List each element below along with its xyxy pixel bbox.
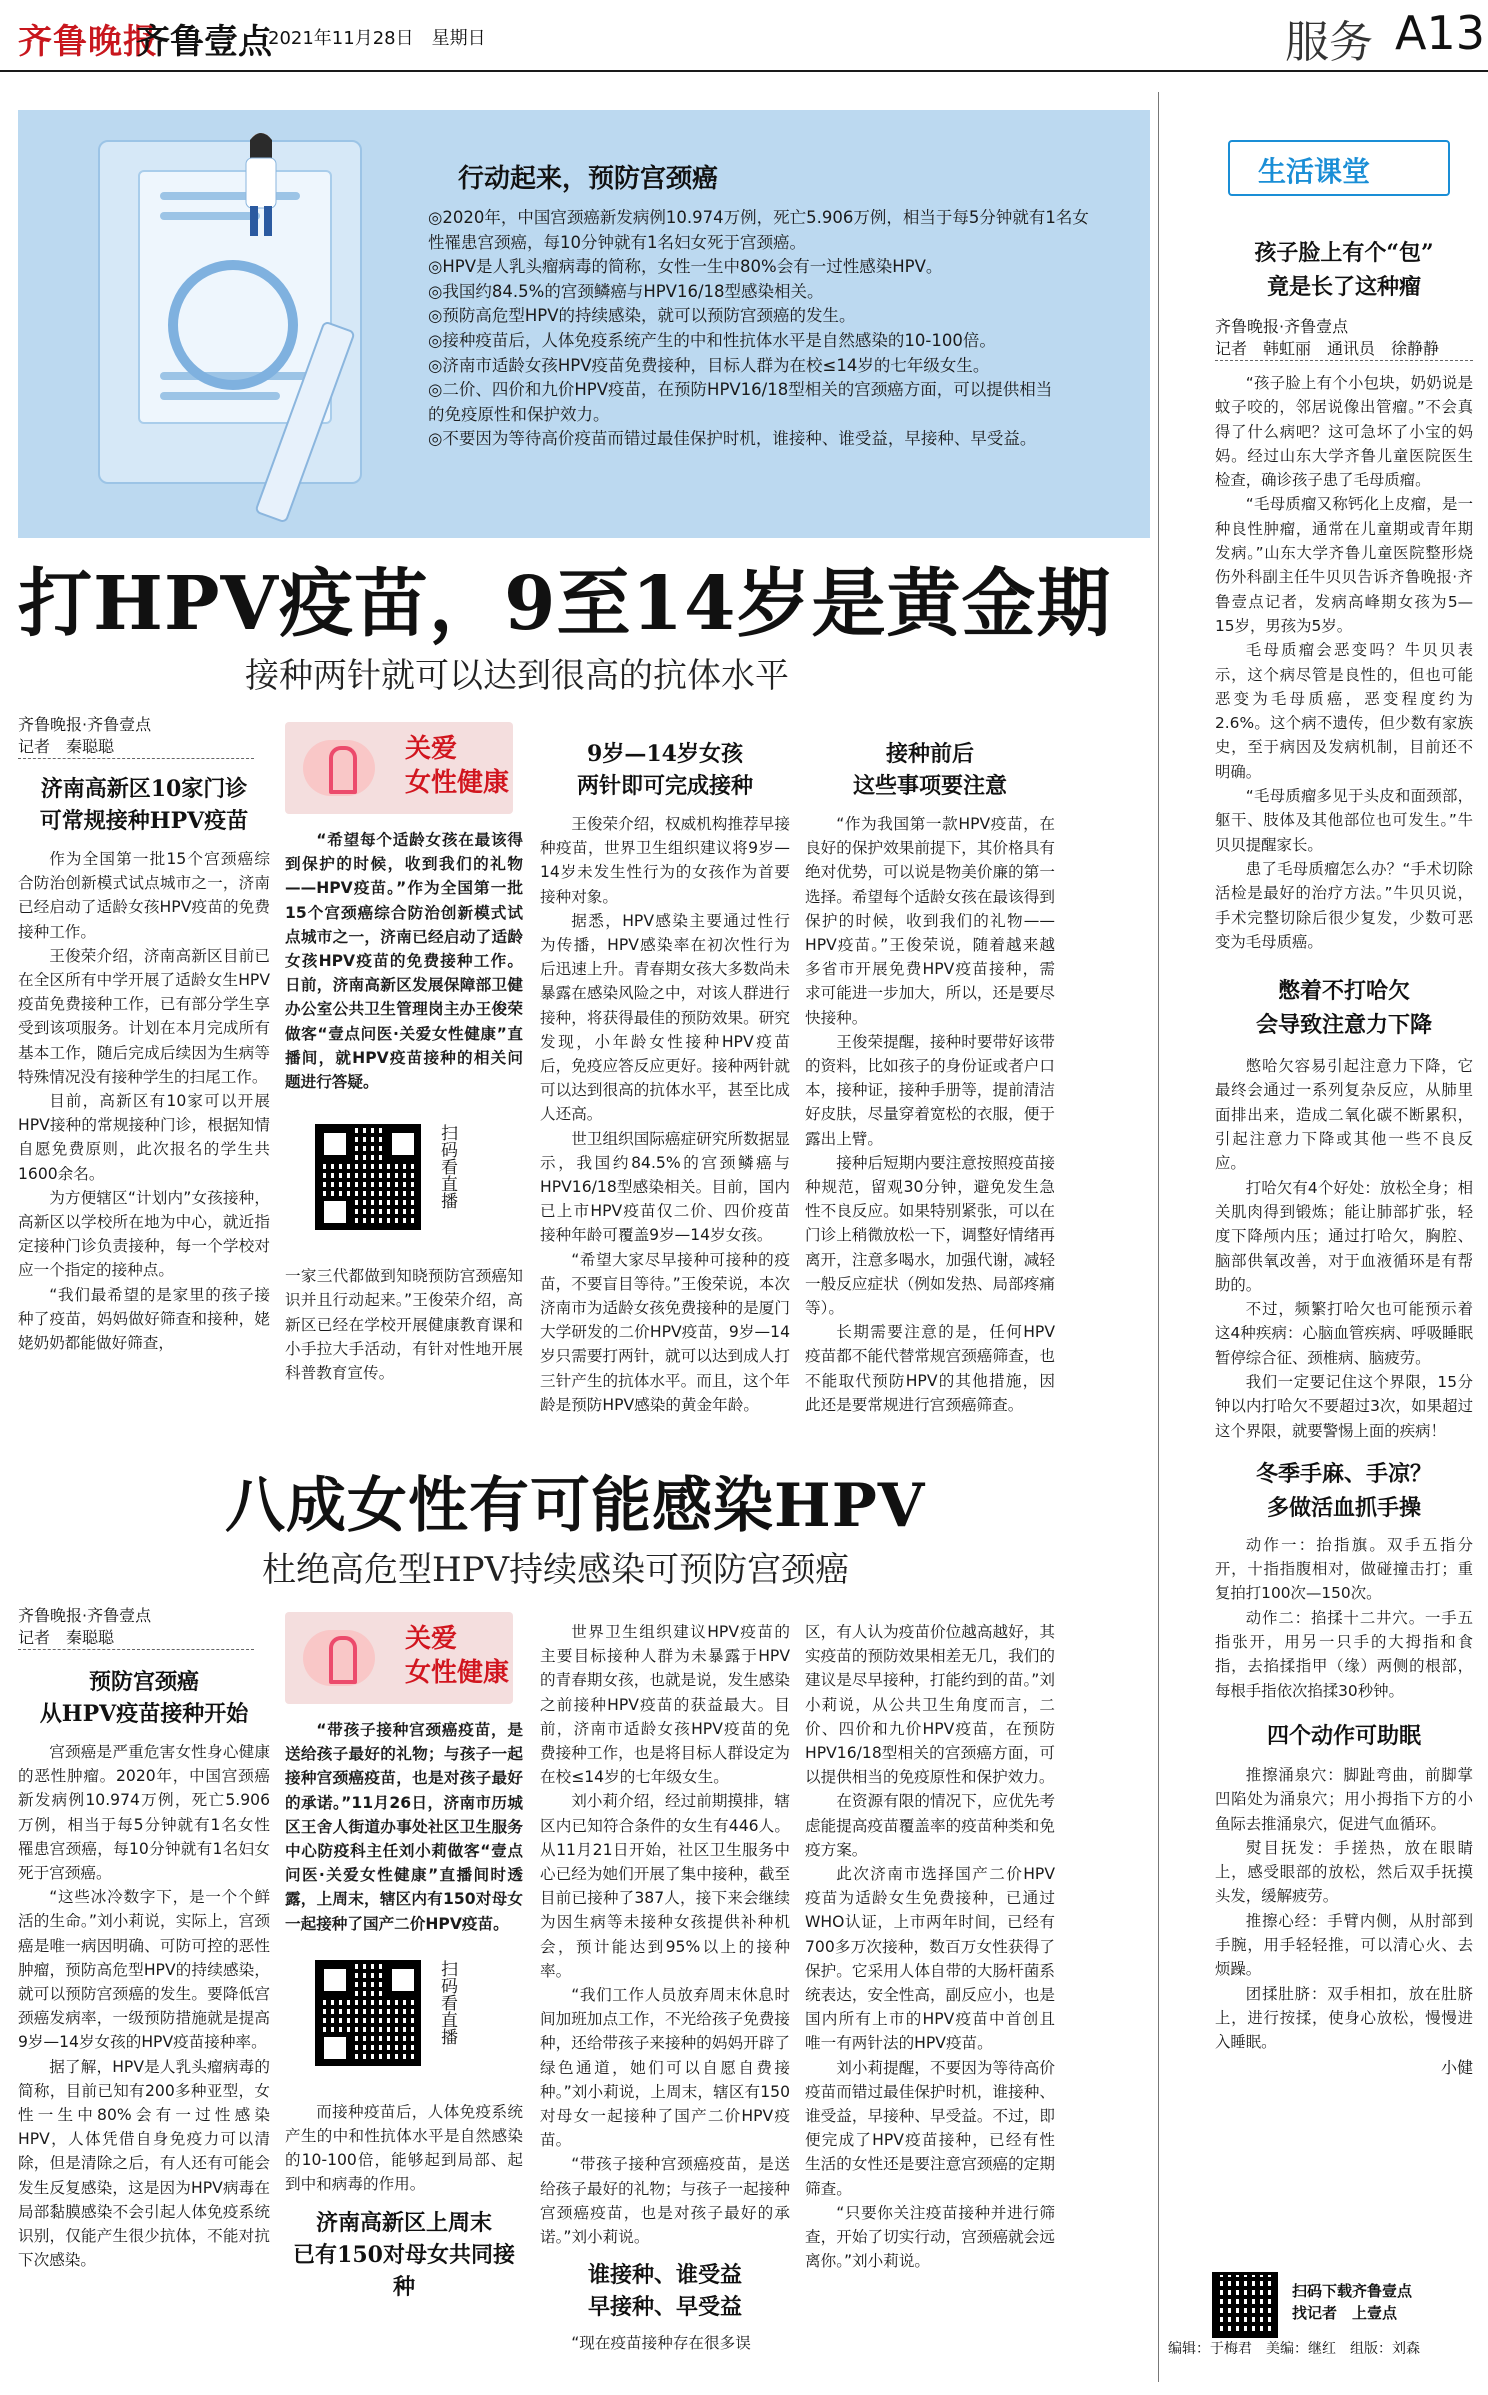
byline-reporter: 记者 秦聪聪 <box>18 736 254 759</box>
paragraph: 刘小莉介绍，经过前期摸排，辖区内已知符合条件的女生有446人。从11月21日开始，社区卫生服务中心已经为她们开展了集中接种，截至目前已接种了387人，接下来会继续为因生病等未接种女孩提供补种机会，预计能达到95%以上的接种率。 <box>540 1792 790 1980</box>
paragraph: 动作二：掐揉十二井穴。一手五指张开，用另一只手的大拇指和食指，去掐揉指甲（缘）两侧的根部，每根手指依次掐揉30秒钟。 <box>1215 1608 1473 1700</box>
pink-ribbon-icon <box>329 1636 357 1684</box>
care-women-health-logo <box>285 1612 513 1704</box>
sidebar-headline: 四个动作可助眠 <box>1266 1722 1421 1749</box>
article1-col1-subhead: 济南高新区10家门诊 可常规接种HPV疫苗 <box>39 776 249 834</box>
hero-fact: ◎济南市适龄女孩HPV疫苗免费接种，目标人群为在校≤14岁的七年级女生。 <box>428 355 990 375</box>
paragraph: 为方便辖区“计划内”女孩接种，高新区以学校所在地为中心，就近指定接种门诊负责接种，每一个学校对应一个指定的接种点。 <box>18 1188 270 1280</box>
paragraph: 据悉，HPV感染主要通过性行为传播，HPV感染率在初次性行为后迅速上升。青春期女孩大多数尚未暴露在感染风险之中，对该人群进行接种，将获得最佳的预防效果。研究发现，小年龄女性接种HPV疫苗后，免疫应答反应更好。接种两针就可以达到很高的抗体水平，甚至比成人还高。 <box>540 911 790 1124</box>
qr-block <box>285 1950 523 2100</box>
article1-subheadline: 接种两针就可以达到很高的抗体水平 <box>245 656 789 696</box>
paragraph: 动作一：抬指旗。双手五指分开，十指指腹相对，做碰撞击打；重复拍打100次—150次。 <box>1215 1535 1473 1603</box>
paragraph: 一家三代都做到知晓预防宫颈癌知识并且行动起来。”王俊荣介绍，高新区已经在学校开展健康教育课和小手拉大手活动，有针对性地开展科普教育宣传。 <box>285 1267 523 1383</box>
paragraph: 长期需要注意的是，任何HPV疫苗都不能代替常规宫颈癌筛查，也不能取代预防HPV的其他措施，因此还是要常规进行宫颈癌筛查。 <box>805 1323 1055 1414</box>
qr-block <box>285 1114 523 1264</box>
paragraph: 在资源有限的情况下，应优先考虑能提高疫苗覆盖率的疫苗种类和免疫方案。 <box>805 1792 1055 1859</box>
paragraph: 团揉肚脐：双手相扣，放在肚脐上，进行按揉，使身心放松，慢慢进入睡眠。 <box>1215 1984 1473 2052</box>
paragraph: 推擦心经：手臂内侧，从肘部到手腕，用手轻轻推，可以清心火、去烦躁。 <box>1215 1911 1473 1979</box>
sidebar-headline: 憋着不打哈欠 会导致注意力下降 <box>1255 978 1432 1039</box>
paragraph: “这些冰冷数字下，是一个个鲜活的生命。”刘小莉说，实际上，宫颈癌是唯一病因明确、可防可控的恶性肿瘤，预防高危型HPV的持续感染，就可以预防宫颈癌的发生。要降低宫颈癌发病率，一级预防措施就是提高9岁—14岁女孩的HPV疫苗接种率。 <box>18 1888 270 2052</box>
app-download-qr[interactable] <box>1212 2272 1278 2338</box>
paragraph: 作为全国第一批15个宫颈癌综合防治创新模式试点城市之一，济南已经启动了适龄女孩HPV疫苗的免费接种工作。 <box>18 850 270 941</box>
paragraph: “作为我国第一款HPV疫苗，在良好的保护效果前提下，其价格具有绝对优势，可以说是物美价廉的第一选择。希望每个适龄女孩在最该得到保护的时候，收到我们的礼物——HPV疫苗。”王俊荣说，随着越来越多省市开展免费HPV疫苗接种，需求可能进一步加大，所以，还是要尽快接种。 <box>805 815 1055 1027</box>
paragraph: 而接种疫苗后，人体免疫系统产生的中和性抗体水平是自然感染的10-100倍，能够起到局部、起到中和病毒的作用。 <box>285 2102 523 2194</box>
hero-fact: ◎预防高危型HPV的持续感染，就可以预防宫颈癌的发生。 <box>428 306 856 326</box>
paragraph: 王俊荣介绍，济南高新区目前已在全区所有中学开展了适龄女生HPV疫苗免费接种工作，已有部分学生享受到该项服务。计划在本月完成所有基本工作，随后完成后续因为生病等特殊情况没有接种学生的扫尾工作。 <box>18 946 270 1086</box>
paragraph: 王俊荣介绍，权威机构推荐早接种疫苗，世界卫生组织建议将9岁—14岁未发生性行为的女孩作为首要接种对象。 <box>540 815 790 906</box>
article1-col1 <box>18 714 270 1355</box>
article2-col1-subhead: 预防宫颈癌 从HPV疫苗接种开始 <box>39 1669 249 1727</box>
paragraph: “孩子脸上有个小包块，奶奶说是蚊子咬的，邻居说像出管瘤。”不会真得了什么病吧？这可急坏了小宝的妈妈。经过山东大学齐鲁儿童医院医生检查，确诊孩子患了毛母质瘤。 <box>1215 374 1473 490</box>
byline-outlet: 齐鲁晚报·齐鲁壹点 <box>18 1606 152 1625</box>
paragraph: “毛母质瘤多见于头皮和面颈部，躯干、肢体及其他部位也可发生。”牛贝贝提醒家长。 <box>1215 787 1473 854</box>
article2-col4 <box>805 1620 1055 2273</box>
paragraph: “希望大家尽早接种可接种的疫苗，不要盲目等待。”王俊荣说，本次济南市为适龄女孩免费接种的是厦门大学研发的二价HPV疫苗，9岁—14岁只需要打两针，就可以达到成人打三针产生的抗体水平。而且，这个年龄是预防HPV感染的黄金年龄。 <box>540 1250 790 1414</box>
article2-col2-subhead: 济南高新区上周末 已有150对母女共同接种 <box>293 2209 515 2300</box>
hero-fact: 性罹患宫颈癌，每10分钟就有1名妇女死于宫颈癌。 <box>428 232 806 252</box>
paragraph: 毛母质瘤会恶变吗？牛贝贝表示，这个病尽管是良性的，但也可能恶变为毛母质癌，恶变程度约为2.6%。这个病不遗传，但少数有家族史，至于病因及发病机制，目前还不明确。 <box>1215 641 1473 781</box>
sidebar-byline-reporter: 记者 韩虹丽 通讯员 徐静静 <box>1215 338 1473 361</box>
sidebar-headline: 冬季手麻、手凉？ 多做活血抓手操 <box>1255 1460 1432 1521</box>
hero-fact: ◎接种疫苗后，人体免疫系统产生的中和性抗体水平是自然感染的10-100倍。 <box>428 330 996 350</box>
hero-fact-list <box>428 206 1148 452</box>
paragraph: 目前，高新区有10家可以开展HPV接种的常规接种门诊，根据知情自愿免费原则，此次报名的学生共1600余名。 <box>18 1092 270 1183</box>
paragraph: 刘小莉提醒，不要因为等待高价疫苗而错过最佳保护时机，谁接种、谁受益，早接种、早受益。不过，即便完成了HPV疫苗接种，已经有性生活的女性还是要注意宫颈癌的定期筛查。 <box>805 2058 1055 2198</box>
paragraph: “我们最希望的是家里的孩子接种了疫苗，妈妈做好筛查和接种，姥姥奶奶都能做好筛查， <box>18 1285 270 1353</box>
app-download-text: 扫码下载齐鲁壹点 找记者 上壹点 <box>1292 2282 1413 2322</box>
app-logo: 齐鲁壹点 <box>136 22 272 62</box>
paragraph: “带孩子接种宫颈癌疫苗，是送给孩子最好的礼物；与孩子一起接种宫颈癌疫苗，也是对孩子最好的承诺。”刘小莉说。 <box>540 2155 790 2247</box>
hero-fact: ◎二价、四价和九价HPV疫苗，在预防HPV16/18型相关的宫颈癌方面，可以提供相当 <box>428 380 1053 400</box>
article1-col4 <box>805 738 1055 1417</box>
article1-col2 <box>285 722 523 1385</box>
paragraph: “毛母质瘤又称钙化上皮瘤，是一种良性肿瘤，通常在儿童期或青年期发病。”山东大学齐鲁儿童医院整形烧伤外科副主任牛贝贝告诉齐鲁晚报·齐鲁壹点记者，发病高峰期女孩为5—15岁，男孩为5岁。 <box>1215 495 1473 635</box>
paragraph: “只要你关注疫苗接种并进行筛查，开始了切实行动，宫颈癌就会远离你。”刘小莉说。 <box>805 2203 1055 2271</box>
paragraph: 王俊荣提醒，接种时要带好该带的资料，比如孩子的身份证或者户口本，接种证，接种手册等，提前清洁好皮肤，尽量穿着宽松的衣服，便于露出上臂。 <box>805 1032 1055 1148</box>
paragraph: 熨目抚发：手搓热，放在眼睛上，感受眼部的放松，然后双手抚摸头发，缓解疲劳。 <box>1215 1838 1473 1906</box>
paragraph: 推擦涌泉穴：脚趾弯曲，前脚掌凹陷处为涌泉穴；用小拇指下方的小鱼际去推涌泉穴，促进气血循环。 <box>1215 1765 1473 1833</box>
magnifier-icon <box>168 260 298 390</box>
article2-subheadline: 杜绝高危型HPV持续感染可预防宫颈癌 <box>262 1550 850 1590</box>
article2-col2 <box>285 1612 523 2303</box>
byline-outlet: 齐鲁晚报·齐鲁壹点 <box>18 715 152 734</box>
issue-date: 2021年11月28日 星期日 <box>268 28 486 49</box>
article1-col3 <box>540 738 790 1417</box>
article1-headline: 打HPV疫苗，9至14岁是黄金期 <box>18 561 1112 647</box>
hero-infographic <box>18 110 1150 538</box>
life-class-tag: 生活课堂 <box>1258 155 1371 188</box>
care-logo-text: 关爱 女性健康 <box>405 1624 510 1688</box>
doctor-figure-icon <box>238 130 284 240</box>
care-logo-text: 关爱 女性健康 <box>405 734 510 798</box>
article2-intro: “带孩子接种宫颈癌疫苗，是送给孩子最好的礼物；与孩子一起接种宫颈癌疫苗，也是对孩子最好的承诺。”11月26日，济南市历城区王舍人街道办事处社区卫生服务中心防疫科主任刘小莉做客“壹点问医·关爱女性健康”直播间时透露，上周末，辖区内有150对母女一起接种了国产二价HPV疫苗。 <box>285 1721 523 1933</box>
hero-title: 行动起来，预防宫颈癌 <box>458 164 719 194</box>
article1-intro: “希望每个适龄女孩在最该得到保护的时候，收到我们的礼物——HPV疫苗。”作为全国第一批15个宫颈癌综合防治创新模式试点城市之一，济南已经启动了适龄女孩HPV疫苗的免费接种工作。日前，济南高新区发展保障部卫健办公室公共卫生管理岗主办王俊荣做客“壹点问医·关爱女性健康”直播间，就HPV疫苗接种的相关问题进行答疑。 <box>285 831 523 1092</box>
article1-col3-subhead: 9岁—14岁女孩 两针即可完成接种 <box>576 741 753 799</box>
hero-fact: 的免疫原性和保护效力。 <box>428 404 610 424</box>
sidebar-headline: 孩子脸上有个“包” 竟是长了这种瘤 <box>1254 240 1434 300</box>
paragraph: 世界卫生组织建议HPV疫苗的主要目标接种人群为未暴露于HPV的青春期女孩，也就是说，发生感染之前接种HPV疫苗的获益最大。目前，济南市适龄女孩HPV疫苗的免费接种工作，也是将目标人群设定为在校≤14岁的七年级女生。 <box>540 1623 790 1787</box>
page-number: A13 <box>1395 6 1486 60</box>
article1-col4-subhead: 接种前后 这些事项要注意 <box>852 741 1007 799</box>
paragraph: “现在疫苗接种存在很多误 <box>571 2334 751 2353</box>
hero-fact: ◎2020年，中国宫颈癌新发病例10.974万例，死亡5.906万例，相当于每5分钟就有1名女 <box>428 208 1089 227</box>
paragraph: 我们一定要记住这个界限，15分钟以内打哈欠不要超过3次，如果超过这个界限，就要警惕上面的疾病！ <box>1215 1372 1473 1440</box>
pink-ribbon-icon <box>329 746 357 794</box>
newspaper-logo: 齐鲁晚报 <box>18 22 158 62</box>
section-name: 服务 <box>1285 17 1373 68</box>
article2-col1 <box>18 1605 270 2272</box>
sidebar-signature: 小健 <box>1440 2057 1473 2077</box>
qr-caption: 扫码看直播 <box>437 1124 457 1210</box>
paragraph: 接种后短期内要注意按照疫苗接种规范，留观30分钟，避免发生急性不良反应。如果特别紧张，可以在门诊上稍微放松一下，调整好情绪再离开，注意多喝水，加强代谢，减轻一般反应症状（例如发热、局部疼痛等）。 <box>805 1153 1055 1318</box>
sidebar-article1 <box>1215 236 1473 2078</box>
byline-reporter: 记者 秦聪聪 <box>18 1627 254 1650</box>
paragraph: “我们工作人员放弃周末休息时间加班加点工作，不光给孩子免费接种，还给带孩子来接种的妈妈开辟了绿色通道，她们可以自愿自费接种。”刘小莉说，上周末，辖区有150对母女一起接种了国产二价HPV疫苗。 <box>540 1986 790 2150</box>
paragraph: 区，有人认为疫苗价位越高越好，其实疫苗的预防效果相差无几，我们的建议是尽早接种，打能约到的苗。”刘小莉说，从公共卫生角度而言，二价、四价和九价HPV疫苗，在预防HPV16/18型相关的宫颈癌方面，可以提供相当的免疫原性和保护效力。 <box>805 1623 1055 1787</box>
paragraph: 打哈欠有4个好处：放松全身；相关肌肉得到锻炼；能让肺部扩张，轻度下降颅内压；通过打哈欠，胸腔、脑部供氧改善，对于血液循环是有帮助的。 <box>1215 1178 1473 1294</box>
care-women-health-logo <box>285 722 513 814</box>
sidebar-divider <box>1158 92 1159 2382</box>
qr-caption: 扫码看直播 <box>437 1959 457 2045</box>
article2-col3 <box>540 1620 790 2355</box>
hero-fact: ◎不要因为等待高价疫苗而错过最佳保护时机，谁接种、谁受益，早接种、早受益。 <box>428 429 1037 449</box>
article2-headline: 八成女性有可能感染HPV <box>225 1471 926 1541</box>
paragraph: 世卫组织国际癌症研究所数据显示，我国约84.5%的宫颈鳞癌与HPV16/18型感染相关。目前，国内已上市HPV疫苗仅二价、四价疫苗接种年龄可覆盖9岁—14岁女孩。 <box>540 1129 790 1245</box>
paragraph: 不过，频繁打哈欠也可能预示着这4种疾病：心脑血管疾病、呼吸睡眠暂停综合征、颈椎病、脑疲劳。 <box>1215 1300 1473 1367</box>
paragraph: 患了毛母质瘤怎么办？“手术切除活检是最好的治疗方法。”牛贝贝说，手术完整切除后很少复发，少数可恶变为毛母质癌。 <box>1215 859 1473 951</box>
paragraph: 宫颈癌是严重危害女性身心健康的恶性肿瘤。2020年，中国宫颈癌新发病例10.974万例，死亡5.906万例，相当于每5分钟就有1名女性罹患宫颈癌，每10分钟就有1名妇女死于宫颈癌。 <box>18 1743 270 1883</box>
paragraph: 此次济南市选择国产二价HPV疫苗为适龄女生免费接种，已通过WHO认证，上市两年时间，已经有700多万次接种，数百万女性获得了保护。它采用人体自带的大肠杆菌系统表达，安全性高，副反应小，也是国内所有上市的HPV疫苗中首创且唯一有两针法的HPV疫苗。 <box>805 1865 1055 2053</box>
sidebar-byline-outlet: 齐鲁晚报·齐鲁壹点 <box>1215 317 1349 336</box>
hero-fact: ◎我国约84.5%的宫颈鳞癌与HPV16/18型感染相关。 <box>428 281 824 301</box>
paragraph: 据了解，HPV是人乳头瘤病毒的简称，目前已知有200多种亚型，女性一生中80%会有一过性感染HPV，人体凭借自身免疫力可以清除，但是清除之后，有人还有可能会发生反复感染，这是因为HPV病毒在局部黏膜感染不会引起人体免疫系统识别，仅能产生很少抗体，不能对抗下次感染。 <box>18 2057 270 2270</box>
editor-credits: 编辑：于梅君 美编：继红 组版：刘森 <box>1168 2341 1420 2357</box>
hero-fact: ◎HPV是人乳头瘤病毒的简称，女性一生中80%会有一过性感染HPV。 <box>428 257 943 277</box>
paragraph: 憋哈欠容易引起注意力下降，它最终会通过一系列复杂反应，从肺里面排出来，造成二氧化碳不断累积，引起注意力下降或其他一些不良反应。 <box>1215 1057 1473 1173</box>
article2-col3-subhead: 谁接种、谁受益 早接种、早受益 <box>587 2262 742 2321</box>
